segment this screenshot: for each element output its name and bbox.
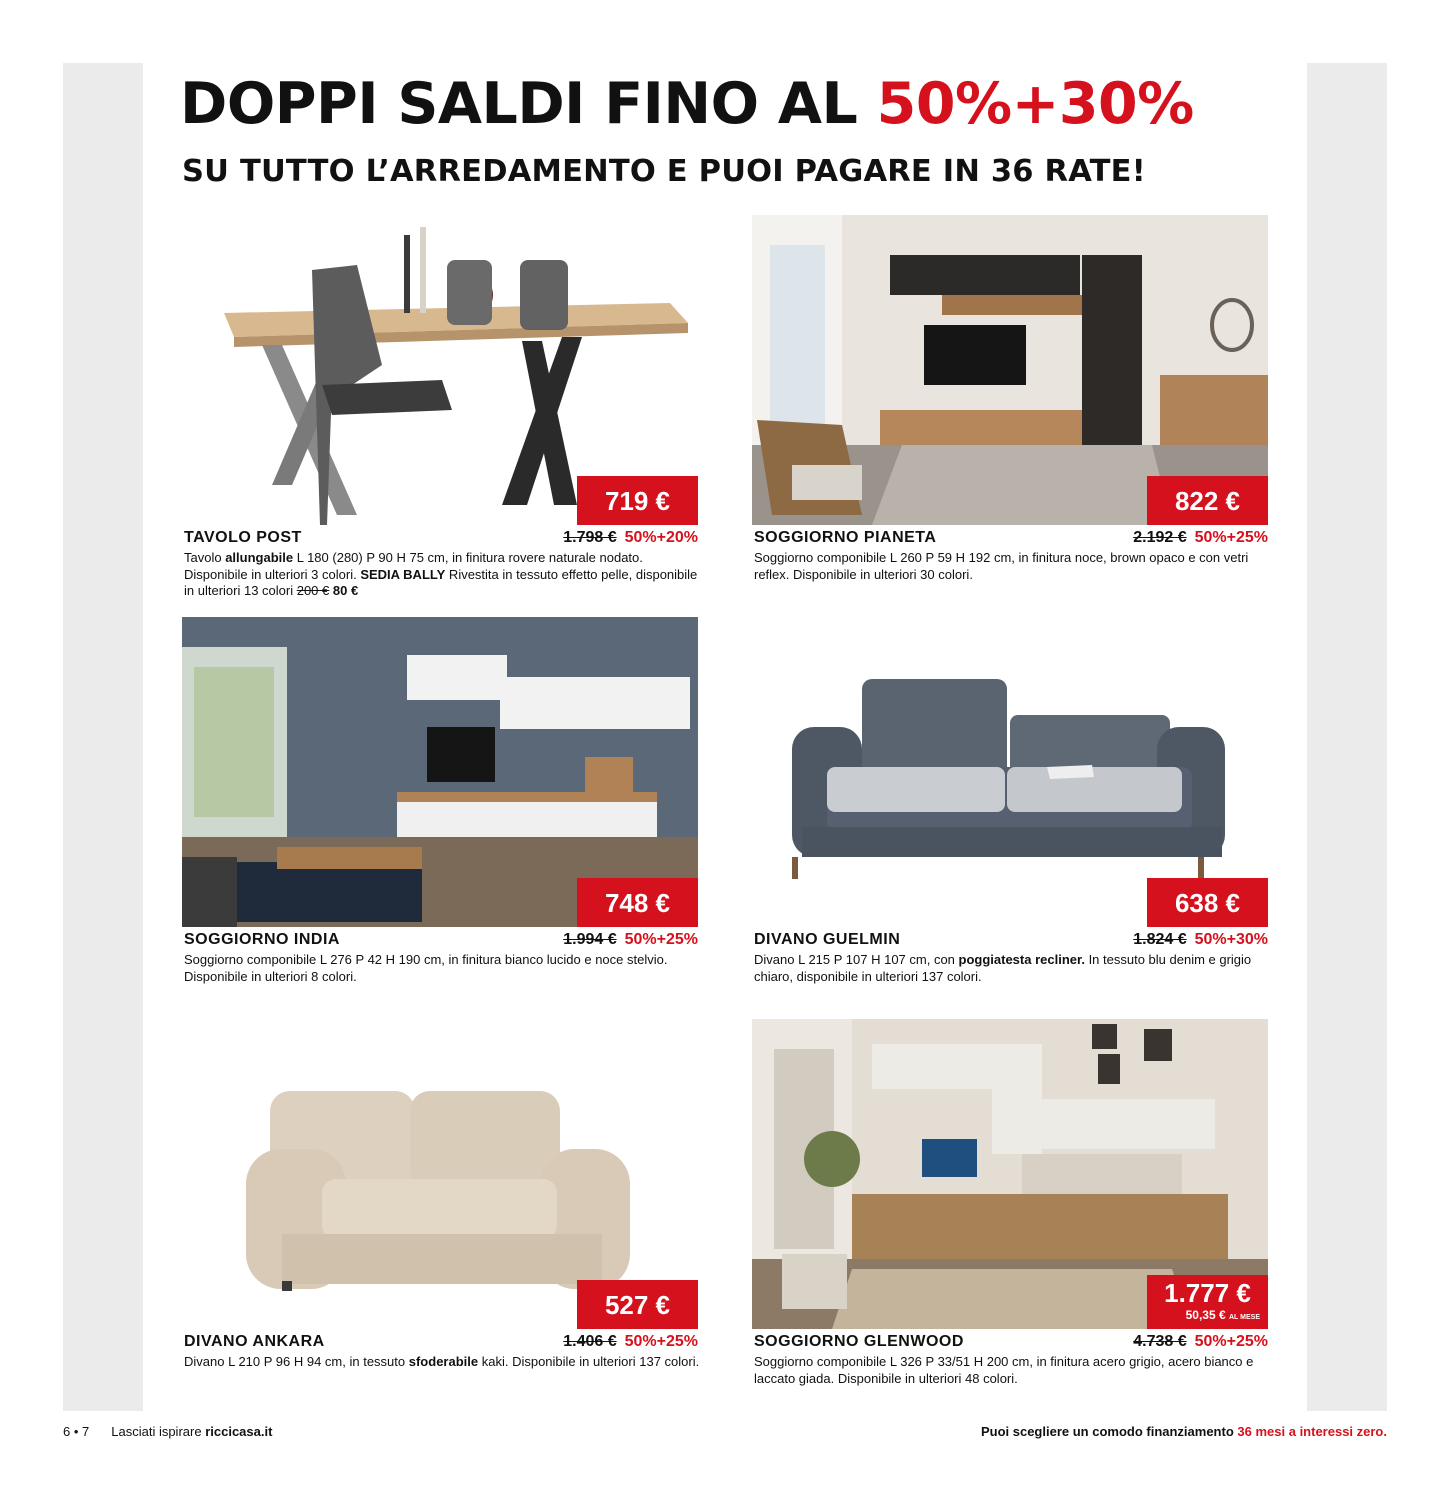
- product-title: SOGGIORNO GLENWOOD: [754, 1333, 964, 1350]
- inspire-text: Lasciati ispirare: [111, 1424, 202, 1439]
- discount-badge: 50%+25%: [1194, 529, 1268, 546]
- price-value: 1.777 €: [1164, 1278, 1251, 1308]
- page-numbers: 6 • 7: [63, 1424, 90, 1439]
- product-title: TAVOLO POST: [184, 529, 302, 546]
- product-title: DIVANO ANKARA: [184, 1333, 325, 1350]
- footer-left: [63, 1423, 272, 1441]
- product-image-living-room-brown[interactable]: [752, 215, 1268, 525]
- old-price: 1.406 €: [563, 1333, 617, 1350]
- old-price: 1.824 €: [1133, 931, 1187, 948]
- product-title: SOGGIORNO PIANETA: [754, 529, 937, 546]
- product-description: Soggiorno componibile L 260 P 59 H 192 cm, in finitura noce, brown opaco e con vetri reflex. Disponibile in ulteriori 30 colori.: [754, 550, 1249, 582]
- footer-finance: [981, 1423, 1387, 1441]
- price-tag: 527 €: [577, 1280, 698, 1329]
- desc-text: Rivestita in tessuto effetto pelle, disponibile in ulteriori 13 colori: [184, 566, 698, 598]
- desc-text: kaki. Disponibile in ulteriori 137 colori.: [478, 1354, 700, 1369]
- price-discount: [1133, 1332, 1268, 1352]
- headline-text: DOPPI SALDI FINO AL: [180, 71, 858, 137]
- price-tag: 719 €: [577, 476, 698, 525]
- desc-text: Divano L 210 P 96 H 94 cm, in tessuto: [184, 1354, 409, 1369]
- price-discount: [563, 1332, 698, 1352]
- discount-badge: 50%+25%: [1194, 1333, 1268, 1350]
- desc-bold: poggiatesta recliner.: [958, 952, 1085, 967]
- chair-new-price: 80 €: [329, 583, 359, 598]
- product-description: [754, 952, 1270, 985]
- monthly-suffix: AL MESE: [1229, 1314, 1260, 1321]
- price-discount: [1133, 528, 1268, 548]
- price-discount: [1133, 930, 1268, 950]
- monthly-value: 50,35 €: [1185, 1308, 1226, 1322]
- discount-badge: 50%+25%: [624, 931, 698, 948]
- headline: [180, 70, 1270, 138]
- product-image-table-chairs[interactable]: [182, 215, 698, 525]
- price-discount: [563, 930, 698, 950]
- discount-badge: 50%+20%: [624, 529, 698, 546]
- old-price: 1.798 €: [563, 529, 617, 546]
- subheadline: SU TUTTO L’ARREDAMENTO E PUOI PAGARE IN 36 RATE!: [182, 154, 1146, 189]
- product-description: Soggiorno componibile L 326 P 33/51 H 200 cm, in finitura acero grigio, acero bianco e laccato giada. Disponibile in ulteriori 48 colori.: [754, 1354, 1254, 1386]
- old-price: 1.994 €: [563, 931, 617, 948]
- desc-text: In tessuto blu denim e grigio chiaro, disponibile in ulteriori 137 colori.: [754, 952, 1252, 984]
- desc-bold: SEDIA BALLY: [360, 566, 446, 582]
- desc-text: L 180 (280) P 90 H 75 cm, in finitura rovere naturale nodato. Disponibile in ulteriori 3 colori.: [184, 550, 643, 582]
- price-tag: 638 €: [1147, 878, 1268, 927]
- old-price: 4.738 €: [1133, 1333, 1187, 1350]
- desc-text: Tavolo: [184, 550, 226, 565]
- price-discount: [563, 528, 698, 548]
- chair-old-price: 200 €: [296, 583, 330, 598]
- product-description: Soggiorno componibile L 276 P 42 H 190 cm, in finitura bianco lucido e noce stelvio. Disponibile in ulteriori 8 colori.: [184, 952, 668, 984]
- discount-badge: 50%+25%: [624, 1333, 698, 1350]
- price-tag: 822 €: [1147, 476, 1268, 525]
- old-price: 2.192 €: [1133, 529, 1187, 546]
- price-tag: [1147, 1275, 1268, 1329]
- product-description: [184, 1354, 700, 1371]
- monthly-installment: [1147, 1308, 1268, 1325]
- desc-bold: sfoderabile: [408, 1354, 479, 1369]
- finance-text: Puoi scegliere un comodo finanziamento: [980, 1424, 1234, 1439]
- product-title: DIVANO GUELMIN: [754, 931, 901, 948]
- site-link[interactable]: riccicasa.it: [205, 1424, 273, 1439]
- headline-discount: 50%+30%: [876, 71, 1194, 137]
- desc-text: Divano L 215 P 107 H 107 cm, con: [754, 952, 959, 967]
- product-title: SOGGIORNO INDIA: [184, 931, 340, 948]
- discount-badge: 50%+30%: [1194, 931, 1268, 948]
- left-side-panel: [63, 63, 143, 1411]
- product-image-living-room-wood[interactable]: [752, 1019, 1268, 1329]
- finance-highlight: 36 mesi a interessi zero.: [1237, 1424, 1387, 1439]
- product-image-beige-sofa[interactable]: [182, 1019, 698, 1329]
- product-image-grey-sofa[interactable]: [752, 617, 1268, 927]
- product-description: [184, 550, 700, 600]
- desc-bold: allungabile: [225, 550, 294, 565]
- price-tag: 748 €: [577, 878, 698, 927]
- right-side-panel: [1307, 63, 1387, 1411]
- product-image-living-room-white[interactable]: [182, 617, 698, 927]
